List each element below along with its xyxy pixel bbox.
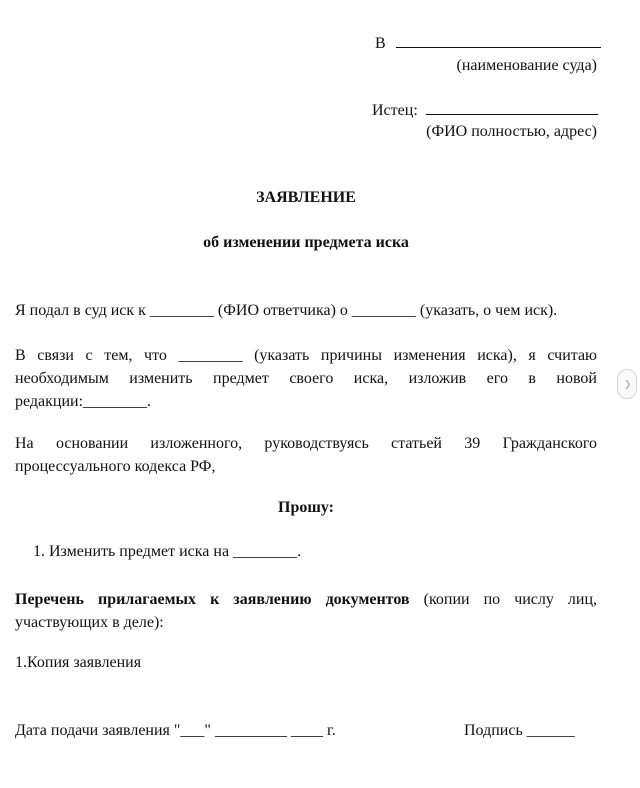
scroll-next-button[interactable] bbox=[617, 369, 637, 399]
attachments-heading bbox=[15, 588, 597, 634]
plaintiff-prefix: Истец: bbox=[372, 102, 418, 119]
attachments-heading-bold: Перечень прилагаемых к заявлению документов bbox=[15, 591, 410, 608]
court-blank bbox=[396, 33, 601, 48]
plaintiff-blank bbox=[426, 100, 598, 115]
chevron-right-icon: ❯ bbox=[624, 380, 632, 390]
paragraph-claim: Я подал в суд иск к ________ (ФИО ответчика) о ________ (указать, о чем иск). bbox=[15, 302, 558, 319]
document-title: ЗАЯВЛЕНИЕ bbox=[256, 189, 356, 206]
court-caption: (наименование суда) bbox=[456, 57, 597, 74]
plaintiff-caption: (ФИО полностью, адрес) bbox=[426, 123, 597, 140]
date-line: Дата подачи заявления "___" _________ ____ г. bbox=[15, 722, 336, 739]
court-prefix: В bbox=[375, 35, 386, 52]
plaintiff-line bbox=[372, 100, 598, 120]
paragraph-reason: В связи с тем, что ________ (указать причины изменения иска), я считаю необходимым изменить предмет своего иска, изложив его в новой редакции:________. bbox=[15, 347, 597, 410]
court-line bbox=[375, 33, 601, 53]
document-subtitle: об изменении предмета иска bbox=[203, 234, 409, 251]
signature-line: Подпись ______ bbox=[464, 722, 575, 739]
request-item: 1. Изменить предмет иска на ________. bbox=[33, 543, 302, 560]
paragraph-basis: На основании изложенного, руководствуясь статьей 39 Гражданского процессуального кодекса РФ, bbox=[15, 435, 597, 475]
attachments-heading-rest: (копии по числу лиц, участвующих в деле): bbox=[15, 591, 598, 631]
attachment-item: 1.Копия заявления bbox=[15, 654, 142, 671]
request-heading: Прошу: bbox=[278, 499, 334, 516]
